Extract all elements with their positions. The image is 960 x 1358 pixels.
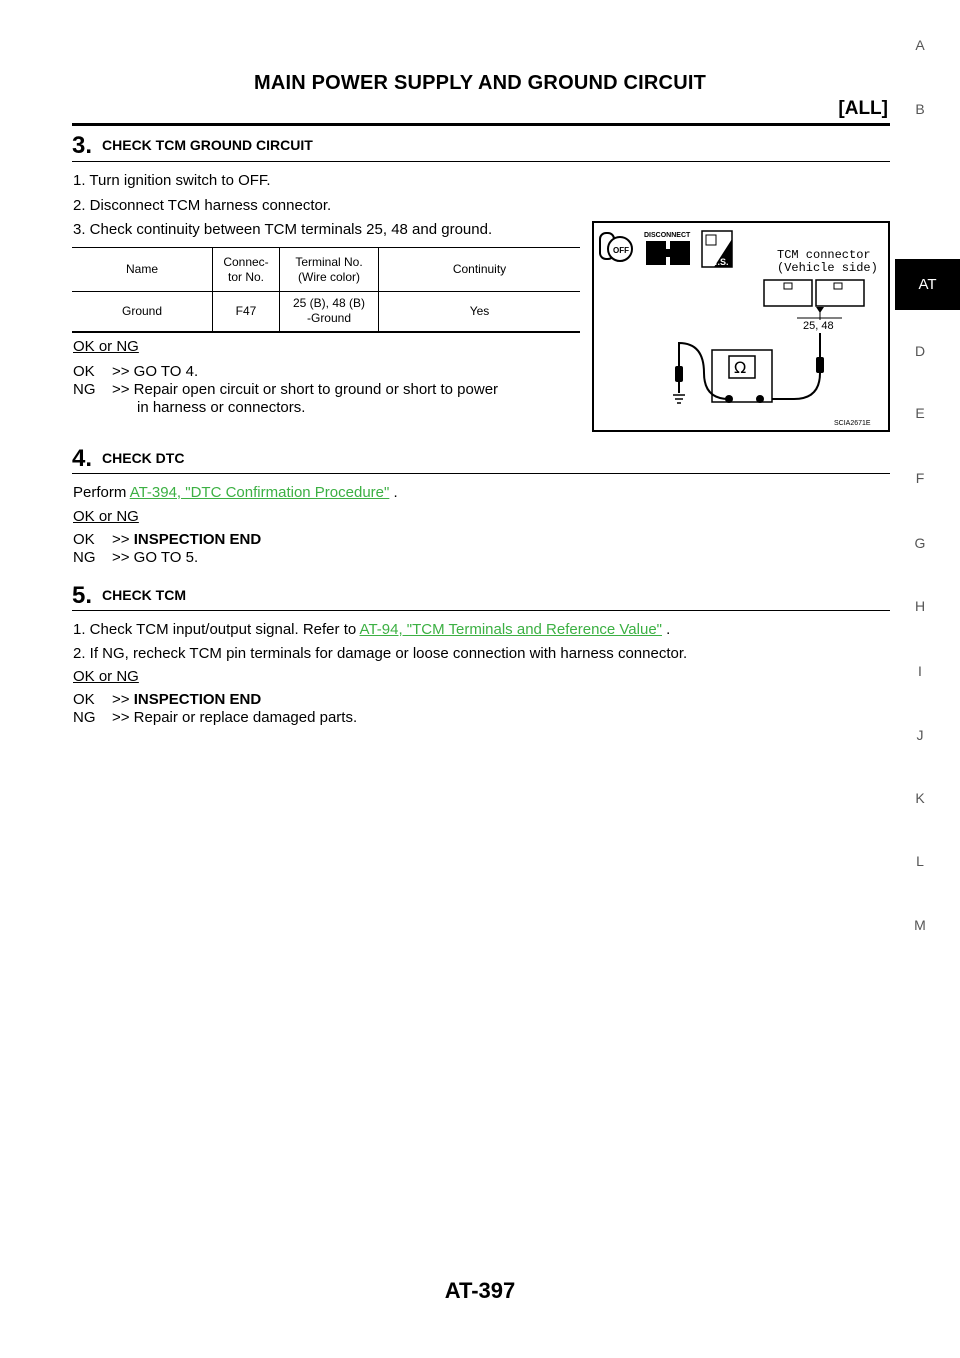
step3-ok-text: >> GO TO 4.	[112, 363, 199, 380]
step4-ok-result: >> INSPECTION END	[112, 531, 262, 548]
page-subtitle: [ALL]	[838, 98, 888, 119]
table-header-connector: Connec- tor No.	[213, 248, 280, 292]
index-tab-e[interactable]: E	[915, 405, 925, 421]
index-tab-l[interactable]: L	[916, 853, 924, 869]
step4-heading	[72, 445, 184, 473]
header-rule	[72, 123, 890, 126]
figure-svg	[594, 223, 888, 430]
terminals-label: 25, 48	[803, 320, 834, 332]
step5-line2: 2. If NG, recheck TCM pin terminals for damage or loose connection with harness connector.	[73, 645, 688, 662]
step4-ng-label: NG	[73, 549, 96, 566]
tcm-connector	[764, 280, 864, 306]
step5-ok-label: OK	[73, 691, 95, 708]
table-header-terminal: Terminal No. (Wire color)	[280, 248, 379, 292]
step3-ok-or-ng: OK or NG	[73, 338, 139, 355]
ohmmeter	[712, 350, 772, 403]
step4-perform-line	[73, 484, 398, 501]
step4-perform-suffix: .	[393, 484, 398, 501]
step5-line1-suffix: .	[666, 621, 671, 638]
table-header-name: Name	[72, 248, 213, 292]
figure-code: SCIA2671E	[834, 420, 871, 427]
index-tab-i[interactable]: I	[918, 663, 922, 679]
step4-number: 4.	[72, 445, 93, 472]
table-cell-connector: F47	[213, 292, 280, 332]
step5-number: 5.	[72, 582, 93, 609]
index-tab-at-active[interactable]: AT	[895, 259, 960, 310]
step5-line1-prefix: 1. Check TCM input/output signal. Refer to	[73, 621, 357, 638]
table-cell-continuity: Yes	[469, 303, 490, 318]
step3-instruction-2: 2. Disconnect TCM harness connector.	[73, 197, 332, 214]
step5-ok-or-ng: OK or NG	[73, 668, 139, 685]
step3-ng-text: >> Repair open circuit or short to ground or short to power	[112, 381, 499, 398]
step4-ok-label: OK	[73, 531, 95, 548]
page-title: MAIN POWER SUPPLY AND GROUND CIRCUIT	[253, 72, 707, 94]
step3-heading	[72, 132, 313, 160]
dtc-confirmation-link[interactable]: AT-394, "DTC Confirmation Procedure"	[129, 484, 390, 501]
index-tab-h[interactable]: H	[914, 598, 926, 614]
ohm-symbol: Ω	[734, 358, 747, 377]
index-tab-k[interactable]: K	[915, 790, 925, 806]
continuity-figure	[592, 221, 890, 432]
step3-ng-label: NG	[73, 381, 96, 398]
step5-ng-label: NG	[73, 709, 96, 726]
step3-title: CHECK TCM GROUND CIRCUIT	[102, 137, 313, 153]
svg-text:DISCONNECT: DISCONNECT	[644, 232, 691, 239]
step4-ok-or-ng: OK or NG	[73, 508, 139, 525]
step4-perform-prefix: Perform	[73, 484, 127, 501]
index-tab-f[interactable]: F	[915, 470, 925, 486]
connector-label-line2: (Vehicle side)	[777, 261, 878, 275]
svg-text:T.S.: T.S.	[713, 257, 729, 267]
step3-ng-text-cont: in harness or connectors.	[137, 399, 306, 416]
disconnect-icon	[644, 232, 691, 265]
ground-icon	[673, 395, 685, 403]
tcm-terminals-link[interactable]: AT-94, "TCM Terminals and Reference Value"	[359, 621, 662, 638]
step3-ok-label: OK	[73, 363, 95, 380]
table-row	[72, 292, 580, 332]
ignition-off-icon	[600, 233, 632, 261]
index-tab-b[interactable]: B	[915, 101, 925, 117]
index-tab-g[interactable]: G	[914, 535, 926, 551]
index-tab-j[interactable]: J	[916, 727, 924, 743]
index-tab-d[interactable]: D	[914, 343, 926, 359]
step3-rule	[72, 161, 890, 162]
table-cell-terminal: 25 (B), 48 (B) -Ground	[280, 292, 379, 332]
step3-number: 3.	[72, 132, 93, 159]
table-header-row	[72, 248, 580, 292]
svg-text:OFF: OFF	[613, 246, 629, 255]
step5-line1	[73, 621, 670, 638]
table-header-continuity: Continuity	[452, 262, 507, 276]
index-tab-a[interactable]: A	[915, 37, 925, 53]
step4-title: CHECK DTC	[102, 450, 185, 466]
table-cell-name: Ground	[72, 292, 213, 332]
continuity-table	[72, 247, 580, 333]
step4-rule	[72, 473, 890, 474]
step3-instruction-1: 1. Turn ignition switch to OFF.	[73, 172, 271, 189]
index-tab-m[interactable]: M	[914, 917, 926, 933]
step5-heading	[72, 582, 186, 610]
ts-icon	[702, 231, 732, 267]
step5-ok-result: >> INSPECTION END	[112, 691, 262, 708]
step5-title: CHECK TCM	[102, 587, 187, 603]
connector-label-line1: TCM connector	[777, 248, 871, 262]
step4-ng-text: >> GO TO 5.	[112, 549, 199, 566]
step5-rule	[72, 610, 890, 611]
page-number: AT-397	[444, 1278, 516, 1303]
step5-ng-text: >> Repair or replace damaged parts.	[112, 709, 358, 726]
step3-instruction-3: 3. Check continuity between TCM terminals 25, 48 and ground.	[73, 221, 493, 238]
